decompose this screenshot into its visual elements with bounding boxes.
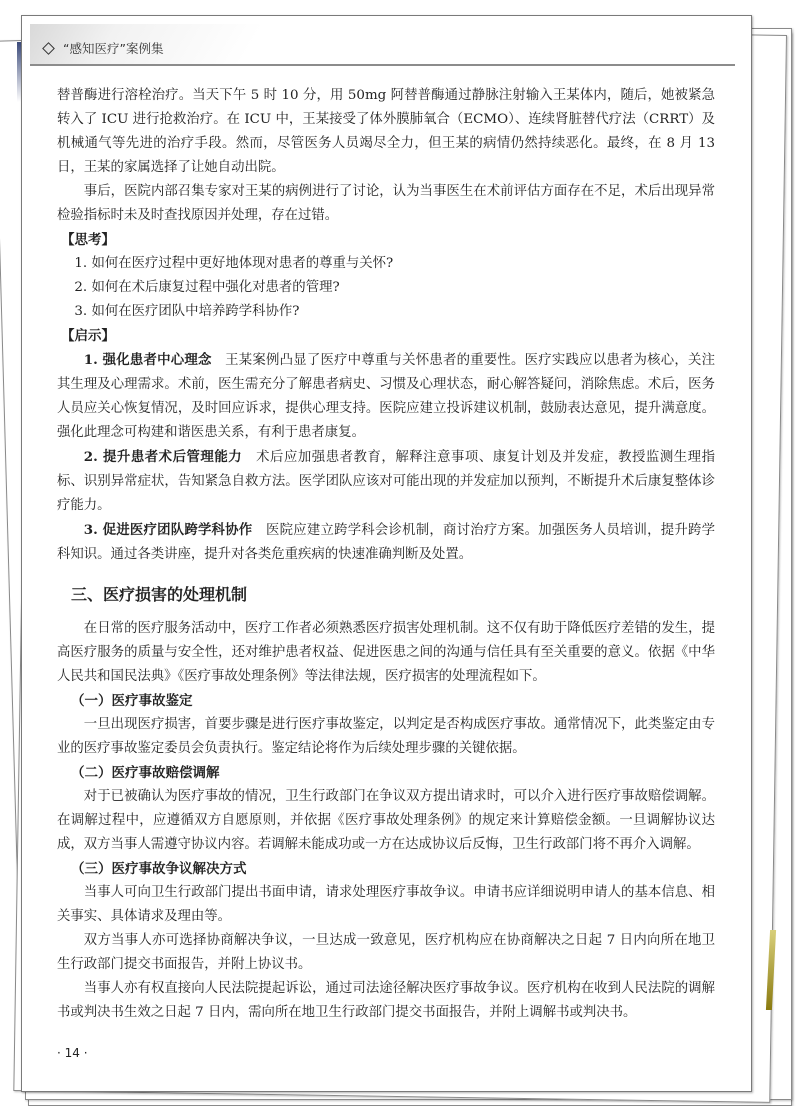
section-title: 三、医疗损害的处理机制	[71, 585, 248, 604]
section-intro: 在日常的医疗服务活动中，医疗工作者必须熟悉医疗损害处理机制。这不仅有助于降低医疗差错的发生，提高医疗服务的质量与安全性，还对维护患者权益、促进医患之间的沟通与信任具有至关重要的意义。依据《中华人民共和国民法典》《医疗事故处理条例》等法律法规，医疗损害的处理流程如下。	[57, 621, 715, 684]
insights-heading: 【启示】	[61, 328, 115, 344]
page-content	[57, 84, 715, 1025]
insight-title: 2. 提升患者术后管理能力	[83, 449, 243, 465]
insight-item	[57, 518, 715, 567]
document-page	[21, 15, 752, 1092]
insight-title: 3. 促进医疗团队跨学科协作	[83, 522, 253, 538]
book-title: “感知医疗”案例集	[63, 41, 164, 56]
header-divider	[30, 64, 735, 66]
subsection-title: （三）医疗事故争议解决方式	[71, 861, 247, 877]
thinking-heading: 【思考】	[61, 232, 115, 248]
subsection-title: （二）医疗事故赔偿调解	[71, 765, 220, 781]
page-number: · 14 ·	[57, 1046, 88, 1060]
subsection-paragraph: 一旦出现医疗损害，首要步骤是进行医疗事故鉴定，以判定是否构成医疗事故。通常情况下，此类鉴定由专业的医疗事故鉴定委员会负责执行。鉴定结论将作为后续处理步骤的关键依据。	[57, 717, 715, 756]
subsection-title: （一）医疗事故鉴定	[71, 693, 193, 709]
insight-text: 术后应加强患者教育，解释注意事项、康复计划及并发症，教授监测生理指标、识别异常症状，告知紧急自救方法。医学团队应该对可能出现的并发症加以预判，不断提升术后康复整体诊疗能力。	[57, 450, 715, 513]
subsection-paragraph: 双方当事人亦可选择协商解决争议，一旦达成一致意见，医疗机构应在协商解决之日起 7 日内向所在地卫生行政部门提交书面报告，并附上协议书。	[57, 933, 715, 972]
subsection-paragraph: 当事人亦有权直接向人民法院提起诉讼，通过司法途径解决医疗事故争议。医疗机构在收到人民法院的调解书或判决书生效之日起 7 日内，需向所在地卫生行政部门提交书面报告，并附上调解书或判决书。	[57, 981, 715, 1020]
case-paragraph: 事后，医院内部召集专家对王某的病例进行了讨论，认为当事医生在术前评估方面存在不足，术后出现异常检验指标时未及时查找原因并处理，存在过错。	[57, 184, 715, 223]
case-paragraph: 替普酶进行溶栓治疗。当天下午 5 时 10 分，用 50mg 阿替普酶通过静脉注射输入王某体内，随后，她被紧急转入了 ICU 进行抢救治疗。在 ICU 中，王某接受了体外膜肺氧合（ECMO）、连续肾脏替代疗法（CRRT）及机械通气等先进的治疗手段。然而，尽管医务人员竭尽全力，但王某的病情仍然持续恶化。最终，在 8 月 13 日，王某的家属选择了让她自动出院。	[57, 88, 715, 175]
insight-item	[57, 445, 715, 518]
thinking-question: 1. 如何在医疗过程中更好地体现对患者的尊重与关怀?	[74, 256, 394, 271]
subsection-paragraph: 当事人可向卫生行政部门提出书面申请，请求处理医疗事故争议。申请书应详细说明申请人的基本信息、相关事实、具体请求及理由等。	[57, 885, 715, 924]
insight-text: 王某案例凸显了医疗中尊重与关怀患者的重要性。医疗实践应以患者为核心，关注其生理及心理需求。术前，医生需充分了解患者病史、习惯及心理状态，耐心解答疑问，消除焦虑。术后，医务人员应关心恢复情况，及时回应诉求，提供心理支持。医院应建立投诉建议机制，鼓励表达意见，提升满意度。强化此理念可构建和谐医患关系，有利于患者康复。	[57, 353, 716, 440]
diamond-icon	[42, 42, 55, 55]
thinking-question: 3. 如何在医疗团队中培养跨学科协作?	[74, 304, 300, 319]
insight-item	[57, 348, 715, 445]
insight-title: 1. 强化患者中心理念	[83, 352, 212, 368]
insight-text: 医院应建立跨学科会诊机制，商讨治疗方案。加强医务人员培训，提升跨学科知识。通过各类讲座，提升对各类危重疾病的快速准确判断及处置。	[57, 523, 716, 562]
thinking-question: 2. 如何在术后康复过程中强化对患者的管理?	[74, 280, 340, 295]
running-header	[40, 36, 163, 60]
subsection-paragraph: 对于已被确认为医疗事故的情况，卫生行政部门在争议双方提出请求时，可以介入进行医疗事故赔偿调解。在调解过程中，应遵循双方自愿原则，并依据《医疗事故处理条例》的规定来计算赔偿金额。一旦调解协议达成，双方当事人需遵守协议内容。若调解未能成功或一方在达成协议后反悔，卫生行政部门将不再介入调解。	[57, 789, 715, 852]
